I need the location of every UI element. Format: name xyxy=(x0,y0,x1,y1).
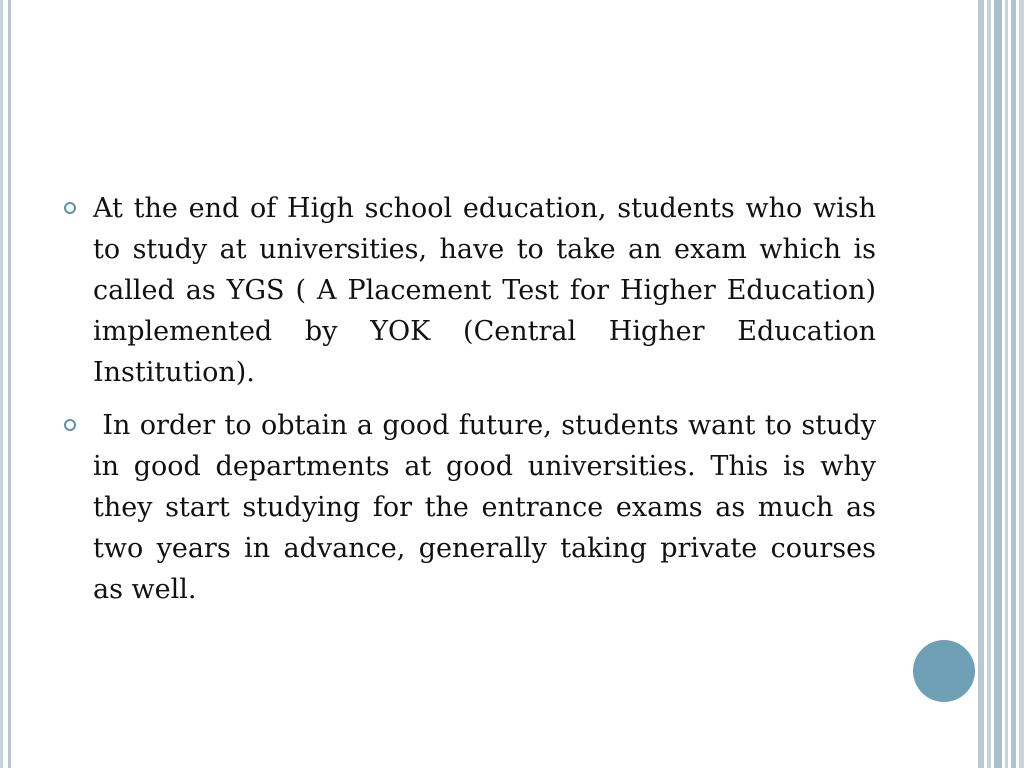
circle-bullet-icon xyxy=(64,202,76,214)
left-border-stripe xyxy=(8,0,11,768)
left-border-stripe xyxy=(0,0,3,768)
right-border-stripe xyxy=(1011,0,1016,768)
bullet-list xyxy=(64,188,885,622)
decorative-circle xyxy=(913,640,975,702)
bullet-text: In order to obtain a good future, students want to study in good departments at good universities. This is why they start studying for the entrance exams as much as two years in advance, generally taking private courses as well. xyxy=(93,410,885,605)
bullet-item xyxy=(64,188,876,393)
bullet-item xyxy=(64,405,885,610)
right-border-stripe xyxy=(978,0,984,768)
bullet-text: At the end of High school education, students who wish to study at universities, have to take an exam which is called as YGS ( A Placement Test for Higher Education) implemented by YOK (Central Higher Education Institution). xyxy=(93,193,876,388)
circle-bullet-icon xyxy=(64,419,76,431)
right-border-stripe xyxy=(987,0,991,768)
right-border-stripe xyxy=(1005,0,1008,768)
right-border-stripe xyxy=(1019,0,1024,768)
right-border-stripe xyxy=(994,0,1002,768)
